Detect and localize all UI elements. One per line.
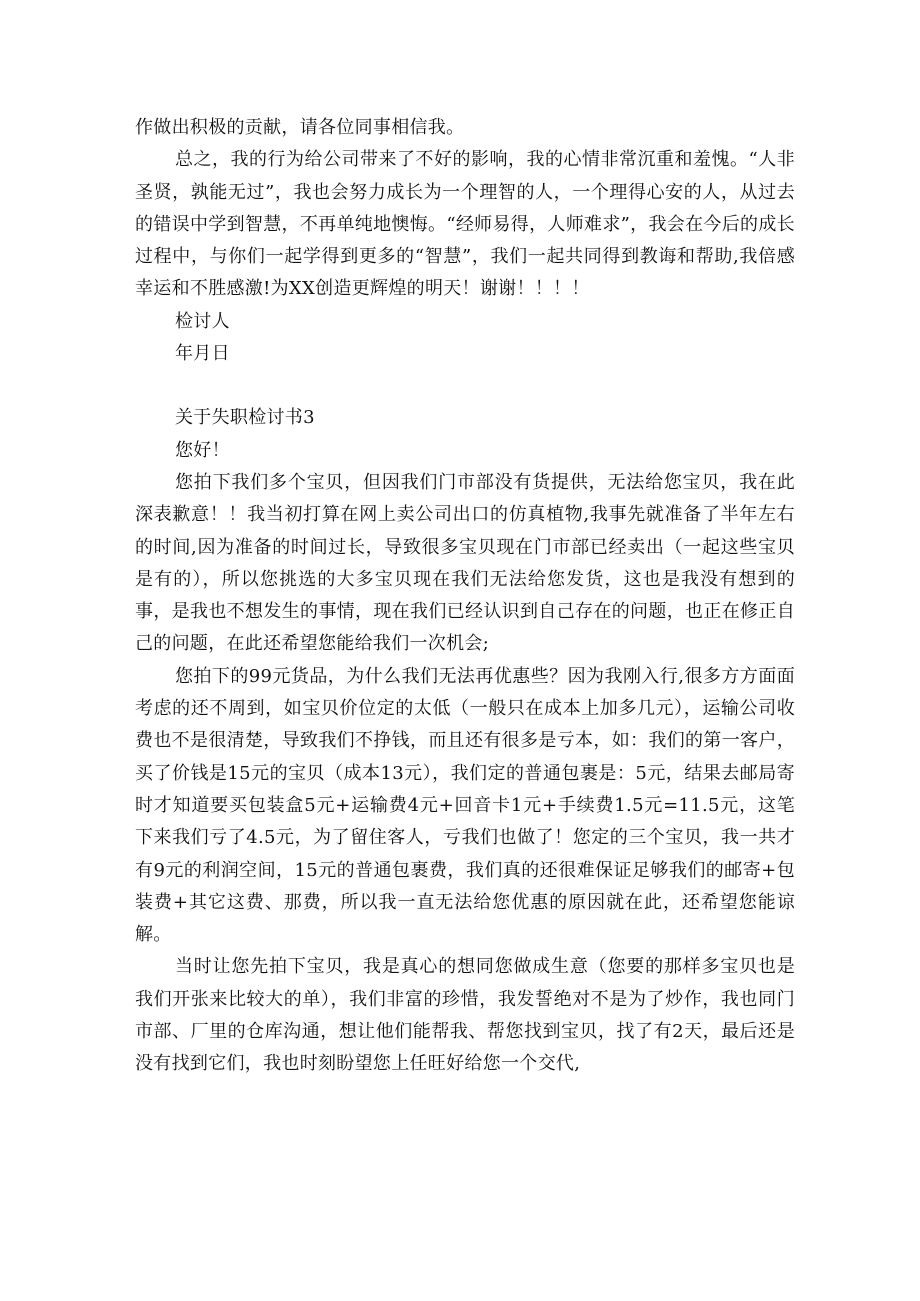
greeting: 您好！ [175, 439, 230, 461]
paragraph-explanation: 当时让您先拍下宝贝，我是真心的想同您做成生意（您要的那样多宝贝也是我们开张来比较大的单），我们非富的珍惜，我发誓绝对不是为了炒作，我也同门市部、厂里的仓库沟通，想让他们能帮我、帮您找到宝贝，找了有2天，最后还是没有找到它们，我也时刻盼望您上任旺好给您一个交代, [135, 956, 795, 1075]
paragraph-pricing: 您拍下的99元货品，为什么我们无法再优惠些？因为我刚入行,很多方方面面考虑的还不周到，如宝贝价位定的太低（一般只在成本上加多几元），运输公司收费也不是很清楚，导致我们不挣钱，而且还有很多是亏本，如：我们的第一客户，买了价钱是15元的宝贝（成本13元），我们定的普通包裹是：5元，结果去邮局寄时才知道要买包装盒5元+运输费4元+回音卡1元+手续费1.5元=11.5元，这笔下来我们亏了4.5元，为了留住客人，亏我们也做了！您定的三个宝贝，我一共才有9元的利润空间，15元的普通包裹费，我们真的还很难保证足够我们的邮寄+包装费+其它这费、那费，所以我一直无法给您优惠的原因就在此，还希望您能谅解。 [135, 665, 795, 946]
document-body [135, 112, 795, 1081]
section-title: 关于失职检讨书3 [175, 407, 315, 429]
paragraph-conclusion: 总之，我的行为给公司带来了不好的影响，我的心情非常沉重和羞愧。“人非圣贤，孰能无过”，我也会努力成长为一个理智的人，一个理得心安的人，从过去的错误中学到智慧，不再单纯地懊悔。“经师易得，人师难求”，我会在今后的成长过程中，与你们一起学得到更多的“智慧”，我们一起共同得到教诲和帮助,我倍感幸运和不胜感激!为XX创造更辉煌的明天！谢谢！！！！ [135, 149, 795, 300]
paragraph-apology: 您拍下我们多个宝贝，但因我们门市部没有货提供，无法给您宝贝，我在此深表歉意！！我当初打算在网上卖公司出口的仿真植物,我事先就准备了半年左右的时间,因为准备的时间过长，导致很多宝贝现在门市部已经卖出（一起这些宝贝是有的），所以您挑选的大多宝贝现在我们无法给您发货，这也是我没有想到的事，是我也不想发生的事情，现在我们已经认识到自己存在的问题，也正在修正自己的问题，在此还希望您能给我们一次机会; [135, 471, 795, 655]
section-gap [135, 370, 795, 402]
paragraph-continuation: 作做出积极的贡献，请各位同事相信我。 [135, 117, 465, 138]
date-label: 年月日 [175, 343, 230, 365]
signature-label: 检讨人 [175, 310, 230, 332]
